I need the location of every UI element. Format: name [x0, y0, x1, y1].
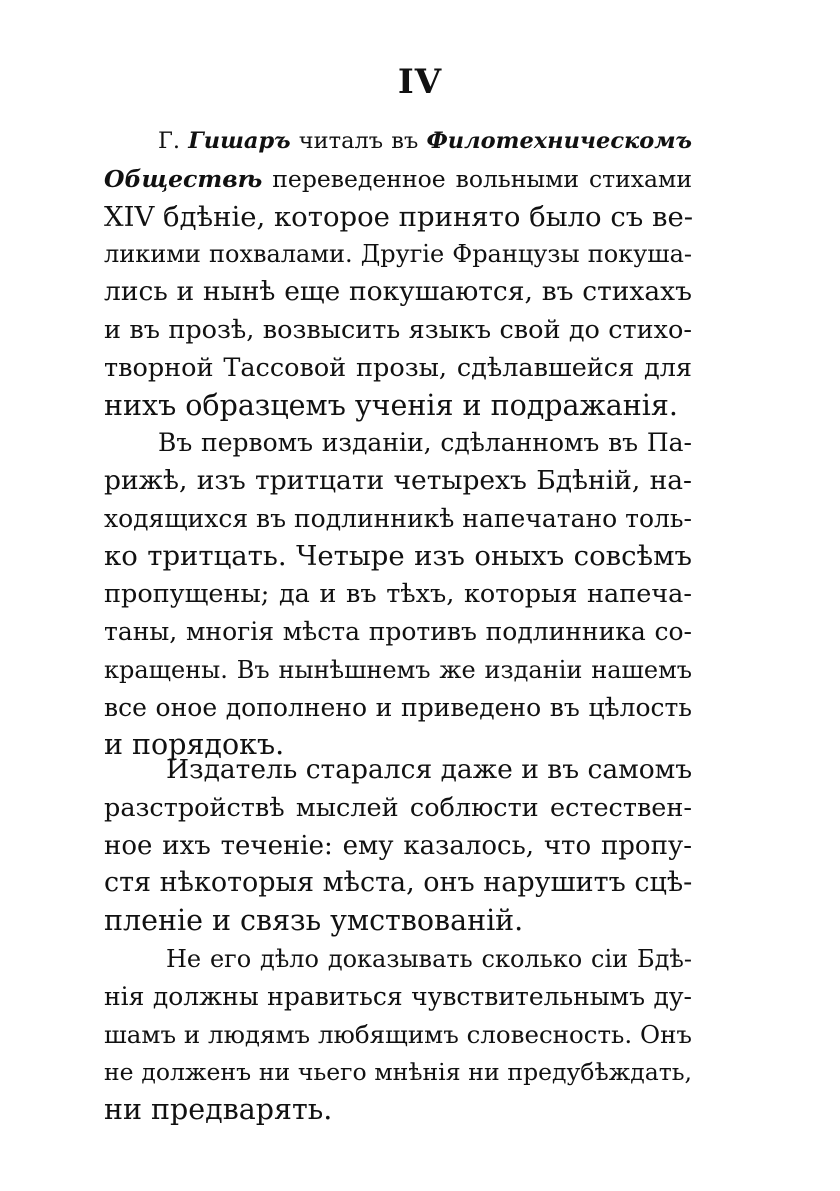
text-run: ходящихся въ подлинникѣ напечатано толь-	[104, 504, 692, 533]
text-run: Въ первомъ изданіи, сдѣланномъ въ Па-	[158, 428, 692, 457]
text-line	[104, 274, 692, 310]
text-run: пропущены; да и въ тѣхъ, которыя напеча-	[104, 579, 692, 609]
text-run: нія должны нравиться чувствительнымъ ду-	[104, 982, 692, 1011]
text-line	[104, 828, 692, 864]
page-number: IV	[397, 62, 443, 102]
text-line	[158, 425, 692, 461]
text-run: лись и нынѣ еще покушаются, въ стихахъ	[104, 276, 692, 307]
text-line	[104, 614, 692, 650]
text-run: читалъ въ	[290, 128, 427, 154]
text-run: ное ихъ теченіе: ему казалось, что пропу-	[104, 831, 692, 861]
text-line	[104, 312, 692, 348]
text-run: ни предварять.	[104, 1093, 333, 1126]
text-line	[166, 752, 692, 788]
text-run: ликими похвалами. Другіе Французы покуша-	[104, 240, 692, 268]
text-run: Г.	[158, 128, 189, 154]
text-line	[104, 865, 692, 901]
text-line	[104, 979, 692, 1015]
text-line	[104, 903, 692, 939]
text-run: и порядокъ.	[104, 728, 285, 761]
text-run: кращены. Въ нынѣшнемъ же изданіи нашемъ	[104, 656, 692, 684]
text-run: ко тритцать. Четыре изъ оныхъ совсѣмъ	[104, 540, 692, 572]
text-line	[166, 941, 692, 977]
text-line	[104, 501, 692, 537]
text-line	[104, 652, 692, 688]
text-line	[104, 1054, 692, 1090]
text-run: Издатель старался даже и въ самомъ	[166, 754, 693, 785]
text-run: стя нѣкоторыя мѣста, онъ нарушитъ сцѣ-	[104, 867, 693, 898]
text-line	[104, 350, 692, 386]
text-run: переведенное вольными стихами	[262, 165, 692, 193]
text-line	[104, 1092, 692, 1128]
text-run: все оное дополнено и приведено въ цѣлость	[104, 693, 692, 722]
italic-name: Гишаръ	[188, 128, 291, 154]
text-line	[158, 123, 692, 159]
text-line	[104, 236, 692, 272]
text-line	[104, 690, 692, 726]
italic-name: Обществѣ	[104, 165, 263, 193]
text-run: пленіе и связь умствованій.	[104, 904, 524, 937]
text-run: не долженъ ни чьего мнѣнія ни предубѣждать,	[104, 1058, 692, 1086]
text-line	[104, 463, 692, 499]
italic-name: Филотехническомъ	[426, 128, 693, 154]
text-line	[104, 790, 692, 826]
text-run: таны, многія мѣста противъ подлинника со-	[104, 617, 692, 646]
text-run: Не его дѣло доказывать сколько сіи Бдѣ-	[166, 945, 692, 973]
text-run: XIV бдѣніе, которое принято было съ ве-	[104, 201, 694, 233]
text-line	[104, 388, 692, 424]
text-run: творной Тассовой прозы, сдѣлавшейся для	[104, 353, 692, 383]
text-run: нихъ образцемъ ученія и подражанія.	[104, 389, 678, 422]
text-line	[104, 1017, 692, 1053]
text-line	[104, 161, 692, 197]
text-run: рижѣ, изъ тритцати четырехъ Бдѣній, на-	[104, 465, 692, 496]
text-run: и въ прозѣ, возвысить языкъ свой до стихо-	[104, 315, 692, 345]
text-run: шамъ и людямъ любящимъ словесность. Онъ	[104, 1020, 692, 1049]
text-line	[104, 538, 692, 574]
text-line	[104, 576, 692, 612]
text-run: разстройствѣ мыслей соблюсти естествен-	[104, 793, 692, 823]
text-line	[104, 199, 692, 235]
